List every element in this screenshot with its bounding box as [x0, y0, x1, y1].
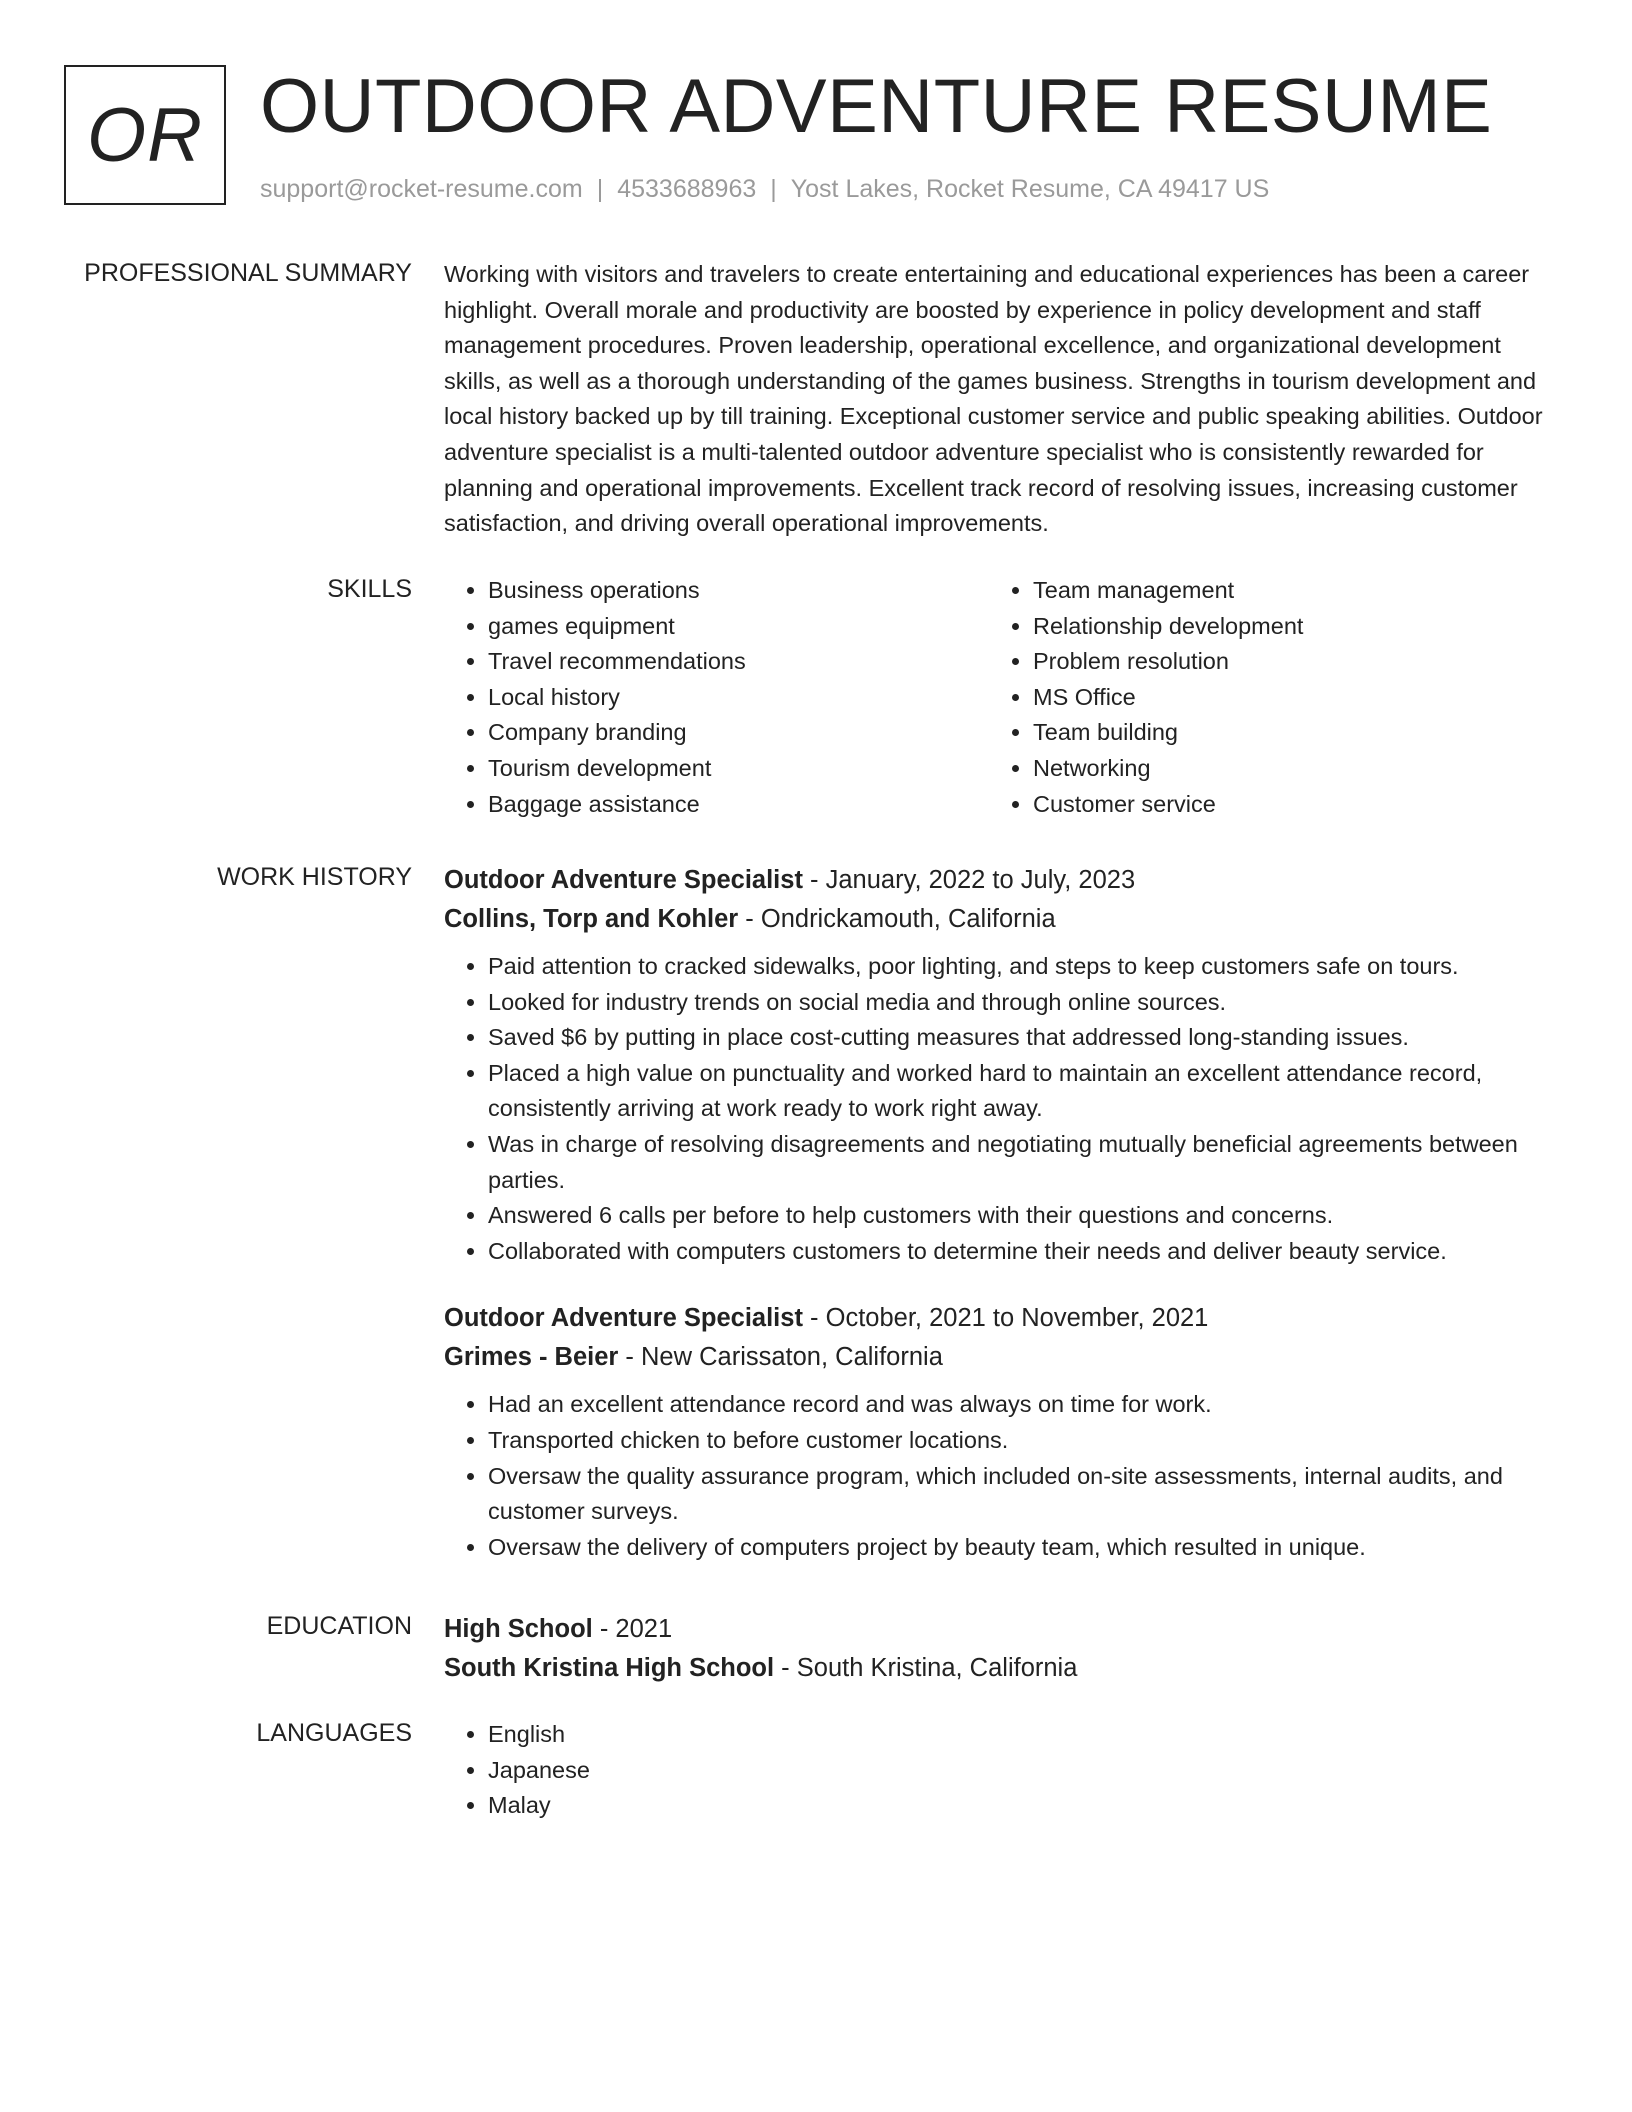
- skill-item: • games equipment: [488, 609, 989, 645]
- job-title: Outdoor Adventure Specialist: [444, 866, 803, 894]
- skill-item: • Relationship development: [1033, 609, 1534, 645]
- summary-label: PROFESSIONAL SUMMARY: [84, 259, 412, 287]
- summary-body: [444, 257, 1556, 542]
- languages-body: [444, 1717, 1556, 1824]
- job-location: - New Carissaton, California: [618, 1343, 943, 1372]
- contact-line: [260, 174, 1269, 204]
- job-title: Outdoor Adventure Specialist: [444, 1304, 803, 1333]
- job-bullet: • Placed a high value on punctuality and worked hard to maintain an excellent attendance record, consistently arriving at work ready to work right away.: [488, 1056, 1556, 1127]
- job-bullet: • Oversaw the quality assurance program, which included on-site assessments, internal audits, and customer surveys.: [488, 1459, 1556, 1530]
- monogram-logo: OR: [64, 65, 226, 205]
- skill-item: • Business operations: [488, 573, 989, 609]
- education-year: - 2021: [592, 1615, 673, 1643]
- skill-item: • Local history: [488, 680, 989, 716]
- education-body: [444, 1610, 1556, 1688]
- skills-list-left: [444, 573, 989, 822]
- skill-item: • Tourism development: [488, 751, 989, 787]
- job-location: - Ondrickamouth, California: [738, 905, 1056, 933]
- job-company: Grimes - Beier: [444, 1343, 619, 1372]
- languages-label: LANGUAGES: [256, 1719, 412, 1747]
- work-history-label: WORK HISTORY: [217, 863, 412, 891]
- education-label: EDUCATION: [266, 1612, 412, 1640]
- summary-text: Working with visitors and travelers to create entertaining and educational experiences has been a career highlight. Overall morale and productivity are boosted by experience in policy development and staff management procedures. Proven leadership, operational excellence, and organizational development skills, as well as a thorough understanding of the games business. Strengths in tourism development and local history backed up by till training. Exceptional customer service and public speaking abilities. Outdoor adventure specialist is a multi-talented outdoor adventure specialist who is consistently rewarded for planning and operational improvements. Excellent track record of resolving issues, increasing customer satisfaction, and driving overall operational improvements.: [444, 261, 1543, 537]
- education-degree: High School: [444, 1615, 593, 1643]
- job-bullet: • Had an excellent attendance record and was always on time for work.: [488, 1387, 1556, 1423]
- job-bullet: • Transported chicken to before customer locations.: [488, 1423, 1556, 1459]
- job-dates: - January, 2022 to July, 2023: [802, 866, 1136, 894]
- job-dates: - October, 2021 to November, 2021: [802, 1304, 1209, 1333]
- job-title-line: [444, 861, 1556, 900]
- skills-body: [444, 573, 1556, 822]
- contact-email: support@rocket-resume.com: [260, 175, 583, 203]
- education-school: South Kristina High School: [444, 1654, 775, 1682]
- education-degree-line: [444, 1610, 1556, 1649]
- job-bullet: • Saved $6 by putting in place cost-cutting measures that addressed long-standing issues.: [488, 1020, 1556, 1056]
- skill-item: • Company branding: [488, 715, 989, 751]
- skills-column-left: [444, 573, 989, 822]
- contact-separator: |: [770, 175, 777, 203]
- work-history-body: [444, 861, 1556, 1565]
- skill-item: • Travel recommendations: [488, 644, 989, 680]
- job-bullet: • Collaborated with computers customers to determine their needs and deliver beauty service.: [488, 1234, 1556, 1270]
- contact-address: Yost Lakes, Rocket Resume, CA 49417 US: [790, 175, 1270, 203]
- job-bullet-list: [444, 949, 1556, 1269]
- language-item: • English: [488, 1717, 1556, 1753]
- contact-separator: |: [596, 175, 604, 203]
- language-item: • Malay: [488, 1788, 1556, 1824]
- job-bullet-list: [444, 1387, 1556, 1565]
- job-bullet: • Oversaw the delivery of computers project by beauty team, which resulted in unique.: [488, 1530, 1556, 1566]
- skill-item: • Baggage assistance: [488, 787, 989, 823]
- language-item: • Japanese: [488, 1753, 1556, 1789]
- job-bullet: • Looked for industry trends on social media and through online sources.: [488, 985, 1556, 1021]
- contact-phone: 4533688963: [617, 175, 757, 203]
- skills-column-right: [989, 573, 1534, 822]
- job-entry: [444, 861, 1556, 1269]
- skill-item: • MS Office: [1033, 680, 1534, 716]
- skill-item: • Customer service: [1033, 787, 1534, 823]
- skill-item: • Team building: [1033, 715, 1534, 751]
- languages-list: [444, 1717, 1556, 1824]
- skills-list-right: [989, 573, 1534, 822]
- job-bullet: • Answered 6 calls per before to help customers with their questions and concerns.: [488, 1198, 1556, 1234]
- education-school-line: [444, 1649, 1556, 1688]
- skill-item: • Networking: [1033, 751, 1534, 787]
- skills-label: SKILLS: [327, 575, 412, 603]
- job-company-line: [444, 1338, 1556, 1377]
- resume-header: [64, 65, 1564, 210]
- education-location: - South Kristina, California: [774, 1654, 1078, 1682]
- resume-title: OUTDOOR ADVENTURE RESUME: [260, 64, 1493, 149]
- job-company: Collins, Torp and Kohler: [444, 905, 739, 933]
- skill-item: • Problem resolution: [1033, 644, 1534, 680]
- job-entry: [444, 1299, 1556, 1565]
- skill-item: • Team management: [1033, 573, 1534, 609]
- job-company-line: [444, 900, 1556, 939]
- job-bullet: • Was in charge of resolving disagreements and negotiating mutually beneficial agreements between parties.: [488, 1127, 1556, 1198]
- job-bullet: • Paid attention to cracked sidewalks, poor lighting, and steps to keep customers safe on tours.: [488, 949, 1556, 985]
- job-title-line: [444, 1299, 1556, 1338]
